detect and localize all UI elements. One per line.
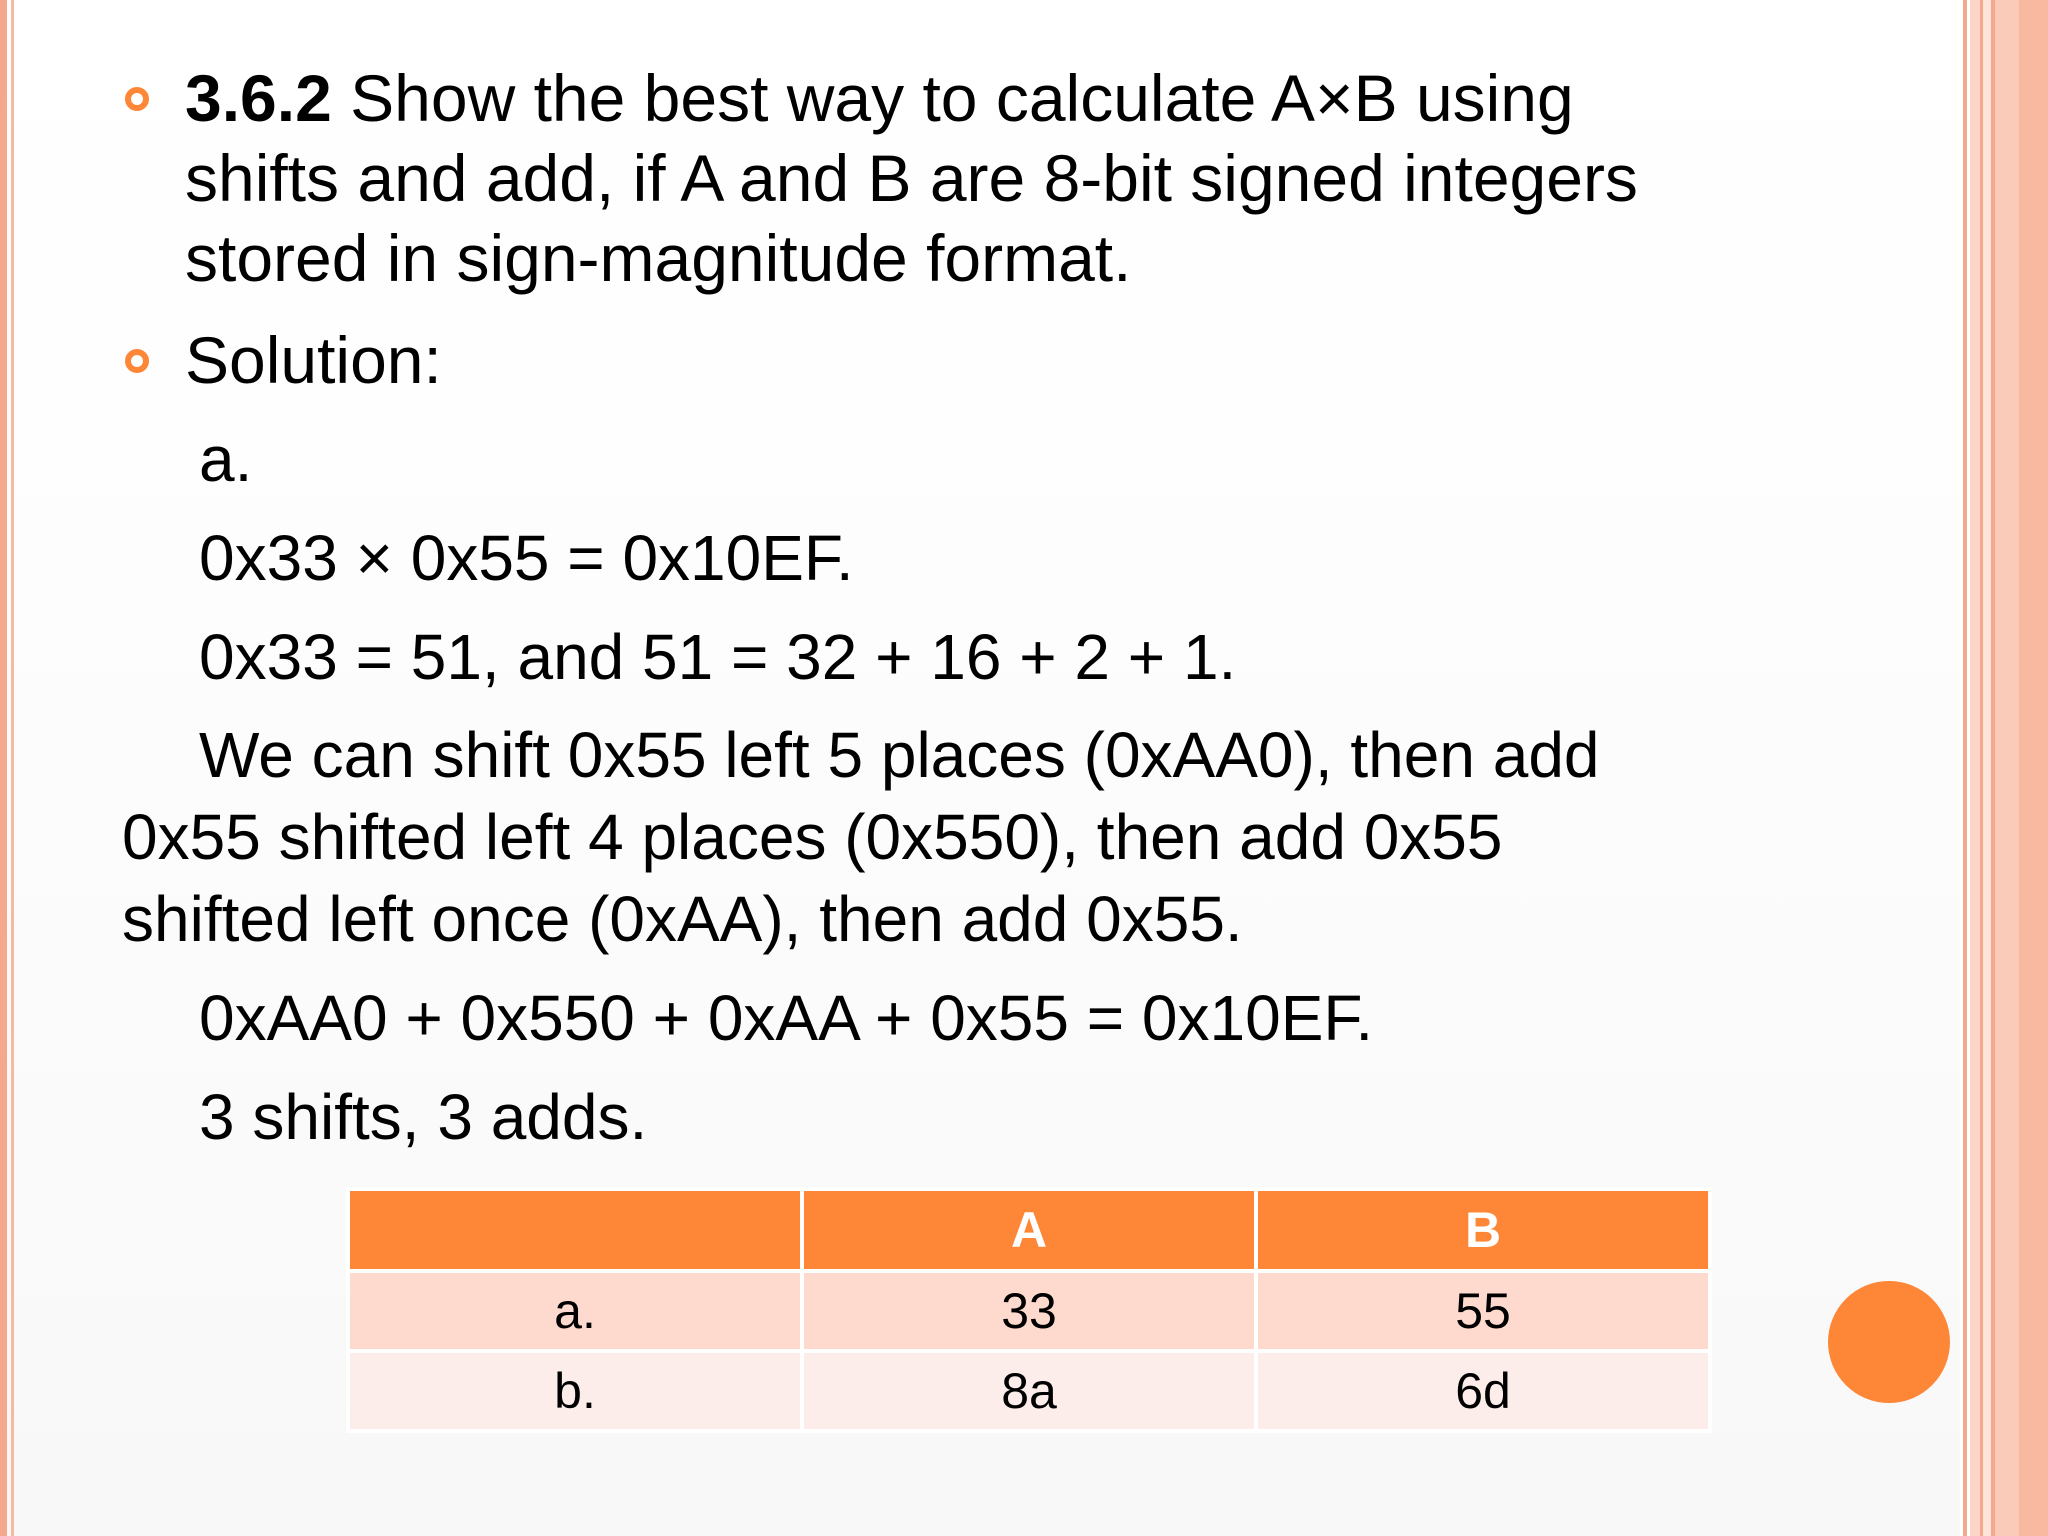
table-cell: b. (348, 1351, 802, 1431)
right-decor-stripe (1970, 0, 1980, 1536)
values-table (346, 1187, 1712, 1433)
table-header-cell: A (802, 1189, 1256, 1271)
right-decor-stripe (1963, 0, 1967, 1536)
sum-line: 0xAA0 + 0x550 + 0xAA + 0x55 = 0x10EF. (199, 982, 1374, 1054)
decorative-orange-circle (1828, 1281, 1950, 1403)
solution-heading: Solution: (185, 323, 442, 397)
table-cell: a. (348, 1271, 802, 1351)
product-line: 0x33 × 0x55 = 0x10EF. (199, 522, 854, 594)
right-decor-stripe (1983, 0, 1991, 1536)
table-cell: 33 (802, 1271, 1256, 1351)
question-text-block (185, 58, 1725, 298)
table-cell: 6d (1256, 1351, 1710, 1431)
right-decor-stripe (2019, 0, 2048, 1536)
explanation-paragraph: We can shift 0x55 left 5 places (0xAA0), then add 0x55 shifted left 4 places (0x550), then add 0x55 shifted left once (0xAA), then add 0x55. (122, 719, 1600, 955)
bullet-circle-icon (125, 87, 149, 111)
table-header-cell: B (1256, 1189, 1710, 1271)
question-number: 3.6.2 (185, 61, 332, 135)
question-text: Show the best way to calculate A×B using shifts and add, if A and B are 8-bit signed integers stored in sign-magnitude format. (185, 61, 1638, 295)
count-line: 3 shifts, 3 adds. (199, 1081, 648, 1153)
table-row (348, 1351, 1710, 1431)
bullet-circle-icon (125, 349, 149, 373)
part-label: a. (199, 423, 253, 495)
table-header-cell (348, 1189, 802, 1271)
right-decor-stripe (1995, 0, 2019, 1536)
table-header-row (348, 1189, 1710, 1271)
table-cell: 55 (1256, 1271, 1710, 1351)
table-cell: 8a (802, 1351, 1256, 1431)
decomposition-line: 0x33 = 51, and 51 = 32 + 16 + 2 + 1. (199, 621, 1237, 693)
table-row (348, 1271, 1710, 1351)
